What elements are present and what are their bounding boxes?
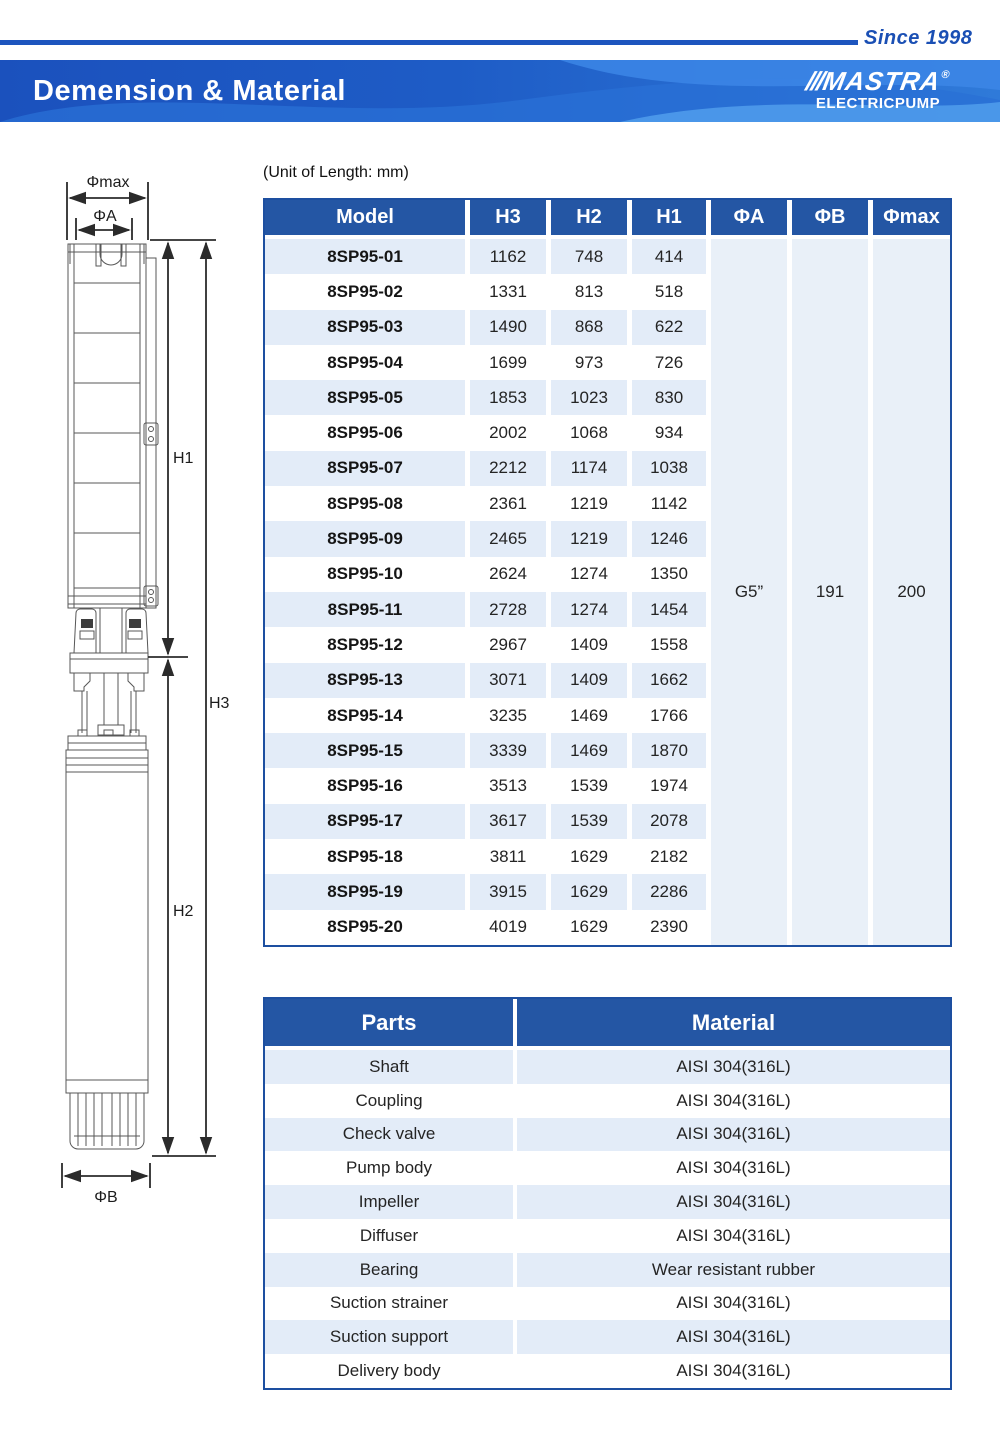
parts-table (263, 997, 952, 1390)
model-cell: 8SP95-01 (265, 239, 465, 274)
h2-cell: 1174 (551, 451, 627, 486)
model-cell: 8SP95-11 (265, 592, 465, 627)
header-rule (0, 40, 858, 45)
column-header: Material (517, 999, 950, 1046)
model-cell: 8SP95-12 (327, 634, 403, 654)
h1-cell: 1350 (650, 564, 688, 584)
brand-subtitle: ELECTRICPUMP (815, 95, 941, 112)
model-cell: 8SP95-03 (265, 310, 465, 345)
part-cell: Suction support (265, 1320, 513, 1354)
material-cell: AISI 304(316L) (517, 1118, 950, 1152)
part-cell: Diffuser (359, 1225, 419, 1245)
phi-b-merged-cell: 191 (792, 239, 868, 945)
part-cell: Check valve (265, 1118, 513, 1152)
column-header: Φmax (873, 200, 950, 235)
column-header: Parts (265, 999, 513, 1046)
model-cell: 8SP95-14 (327, 705, 403, 725)
material-cell: AISI 304(316L) (676, 1225, 791, 1245)
material-cell: AISI 304(316L) (676, 1158, 791, 1178)
h2-cell: 1629 (551, 874, 627, 909)
h3-label: H3 (209, 695, 230, 712)
column-header: Model (265, 200, 465, 235)
material-cell: AISI 304(316L) (676, 1361, 791, 1381)
h2-cell: 748 (551, 239, 627, 274)
h1-cell: 1454 (632, 592, 706, 627)
h3-cell: 1853 (470, 380, 546, 415)
model-cell: 8SP95-20 (327, 917, 403, 937)
h1-cell: 830 (632, 380, 706, 415)
brand-logo (788, 67, 968, 112)
h3-cell: 3915 (470, 874, 546, 909)
model-cell: 8SP95-07 (265, 451, 465, 486)
h3-cell: 1490 (470, 310, 546, 345)
h3-cell: 1162 (470, 239, 546, 274)
h1-cell: 1558 (650, 634, 688, 654)
phi-a-merged-cell: G5” (711, 239, 787, 945)
h1-cell: 2286 (632, 874, 706, 909)
model-cell: 8SP95-10 (327, 564, 403, 584)
dimension-table (263, 198, 952, 947)
h2-cell: 1629 (570, 846, 608, 866)
h3-cell: 2212 (470, 451, 546, 486)
material-cell: AISI 304(316L) (676, 1293, 791, 1313)
h1-cell: 1662 (632, 663, 706, 698)
model-cell: 8SP95-18 (327, 846, 403, 866)
model-cell: 8SP95-13 (265, 663, 465, 698)
h3-cell: 2361 (489, 493, 527, 513)
h3-cell: 1331 (489, 281, 527, 301)
part-cell: Pump body (346, 1158, 432, 1178)
h2-cell: 1023 (551, 380, 627, 415)
part-cell: Coupling (355, 1090, 423, 1110)
part-cell: Delivery body (337, 1361, 441, 1381)
h1-cell: 2078 (632, 804, 706, 839)
part-cell: Impeller (265, 1185, 513, 1219)
h1-cell: 414 (632, 239, 706, 274)
h3-cell: 2624 (489, 564, 527, 584)
h2-cell: 973 (574, 352, 604, 372)
h3-cell: 1699 (489, 352, 527, 372)
model-cell: 8SP95-04 (327, 352, 403, 372)
h3-cell: 3339 (470, 733, 546, 768)
page-title: Demension & Material (33, 75, 346, 107)
h2-cell: 1409 (551, 663, 627, 698)
brand-hatch-icon: /// (803, 66, 825, 96)
h2-cell: 1274 (551, 592, 627, 627)
part-cell: Suction strainer (329, 1293, 449, 1313)
h1-cell: 934 (654, 423, 684, 443)
model-cell: 8SP95-05 (265, 380, 465, 415)
h3-cell: 2728 (470, 592, 546, 627)
model-cell: 8SP95-17 (265, 804, 465, 839)
model-cell: 8SP95-15 (265, 733, 465, 768)
model-cell: 8SP95-08 (327, 493, 403, 513)
h2-cell: 1219 (551, 521, 627, 556)
material-cell: AISI 304(316L) (676, 1090, 791, 1110)
column-header: ΦB (792, 200, 868, 235)
header-banner (0, 60, 1000, 122)
part-cell: Shaft (265, 1050, 513, 1084)
phi-a-label: ΦA (93, 208, 117, 225)
h3-cell: 2967 (489, 634, 527, 654)
h1-cell: 1974 (650, 776, 688, 796)
phi-max-label: Φmax (86, 174, 130, 191)
brand-name: MASTRA (820, 66, 944, 96)
h1-cell: 1142 (650, 493, 688, 513)
h3-cell: 2465 (470, 521, 546, 556)
h2-cell: 813 (574, 281, 604, 301)
h3-cell: 3811 (489, 846, 527, 866)
since-label: Since 1998 (864, 27, 973, 49)
h1-cell: 1766 (650, 705, 688, 725)
h1-cell: 622 (632, 310, 706, 345)
column-header: H1 (632, 200, 706, 235)
h3-cell: 2002 (489, 423, 527, 443)
material-cell: Wear resistant rubber (517, 1253, 950, 1287)
h1-label: H1 (173, 450, 194, 467)
model-cell: 8SP95-19 (265, 874, 465, 909)
h3-cell: 3235 (489, 705, 527, 725)
h2-cell: 1539 (570, 776, 608, 796)
h1-cell: 2390 (650, 917, 688, 937)
h2-cell: 1469 (551, 733, 627, 768)
h1-cell: 518 (654, 281, 684, 301)
column-header: ΦA (711, 200, 787, 235)
model-cell: 8SP95-09 (265, 521, 465, 556)
column-header: H2 (551, 200, 627, 235)
h1-cell: 1246 (632, 521, 706, 556)
h1-cell: 726 (654, 352, 684, 372)
h2-cell: 1068 (570, 423, 608, 443)
model-cell: 8SP95-02 (327, 281, 403, 301)
h2-cell: 1539 (551, 804, 627, 839)
material-cell: AISI 304(316L) (517, 1050, 950, 1084)
material-cell: AISI 304(316L) (517, 1185, 950, 1219)
h3-cell: 4019 (489, 917, 527, 937)
part-cell: Bearing (265, 1253, 513, 1287)
column-header: H3 (470, 200, 546, 235)
h2-cell: 1629 (570, 917, 608, 937)
pump-diagram (20, 168, 250, 1213)
h1-cell: 2182 (650, 846, 688, 866)
phi-b-label: ΦB (94, 1189, 118, 1206)
h2-cell: 868 (551, 310, 627, 345)
h3-cell: 3513 (489, 776, 527, 796)
h2-cell: 1219 (570, 493, 608, 513)
model-cell: 8SP95-06 (327, 423, 403, 443)
h2-cell: 1274 (570, 564, 608, 584)
h1-cell: 1870 (632, 733, 706, 768)
registered-mark: ® (940, 69, 952, 81)
unit-note: (Unit of Length: mm) (263, 164, 409, 181)
h2-label: H2 (173, 903, 194, 920)
material-cell: AISI 304(316L) (517, 1320, 950, 1354)
h1-cell: 1038 (632, 451, 706, 486)
model-cell: 8SP95-16 (327, 776, 403, 796)
h3-cell: 3617 (470, 804, 546, 839)
h2-cell: 1409 (570, 634, 608, 654)
h3-cell: 3071 (470, 663, 546, 698)
h2-cell: 1469 (570, 705, 608, 725)
phi-max-merged-cell: 200 (873, 239, 950, 945)
